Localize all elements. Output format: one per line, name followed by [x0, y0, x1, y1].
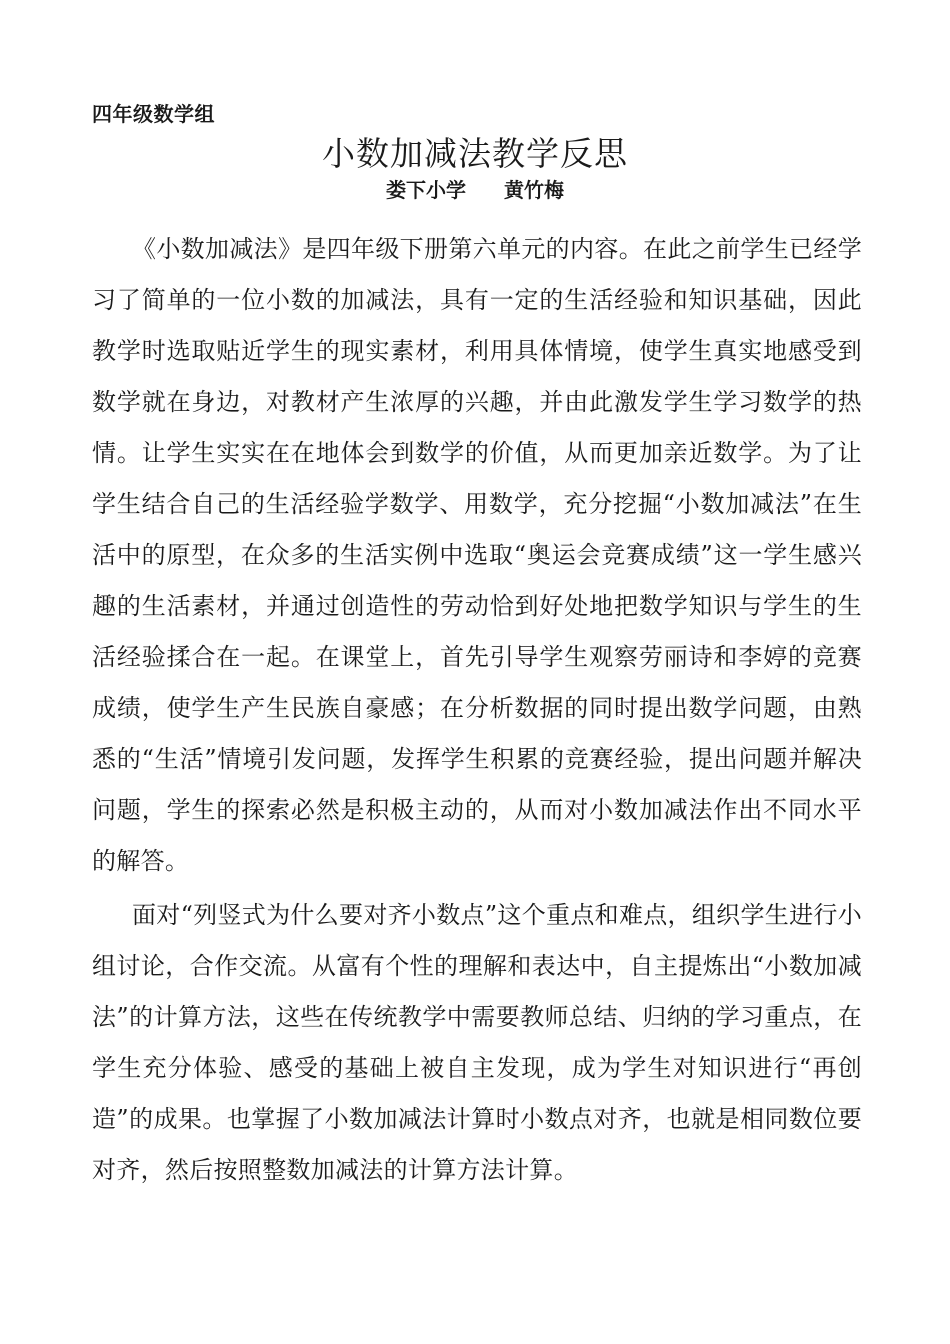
- author-name: 黄竹梅: [504, 178, 564, 202]
- byline: [0, 174, 950, 203]
- document-title: 小数加减法教学反思: [322, 134, 628, 173]
- body-paragraph: 《小数加减法》是四年级下册第六单元的内容。在此之前学生已经学习了简单的一位小数的加减法，具有一定的生活经验和知识基础，因此教学时选取贴近学生的现实素材，利用具体情境，使学生真实地感受到数学就在身边，对教材产生浓厚的兴趣，并由此激发学生学习数学的热情。让学生实实在在地体会到数学的价值，从而更加亲近数学。为了让学生结合自己的生活经验学数学、用数学，充分挖掘“小数加减法”在生活中的原型，在众多的生活实例中选取“奥运会竞赛成绩”这一学生感兴趣的生活素材，并通过创造性的劳动恰到好处地把数学知识与学生的生活经验揉合在一起。在课堂上，首先引导学生观察劳丽诗和李婷的竞赛成绩，使学生产生民族自豪感；在分析数据的同时提出数学问题，由熟悉的“生活”情境引发问题，发挥学生积累的竞赛经验，提出问题并解决问题，学生的探索必然是积极主动的，从而对小数加减法作出不同水平的解答。: [92, 235, 862, 875]
- group-label: 四年级数学组: [92, 102, 215, 126]
- school-name: 娄下小学: [386, 178, 466, 202]
- body-paragraph: 面对“列竖式为什么要对齐小数点”这个重点和难点，组织学生进行小组讨论，合作交流。从富有个性的理解和表达中，自主提炼出“小数加减法”的计算方法，这些在传统教学中需要教师总结、归纳的学习重点，在学生充分体验、感受的基础上被自主发现，成为学生对知识进行“再创造”的成果。也掌握了小数加减法计算时小数点对齐，也就是相同数位要对齐，然后按照整数加减法的计算方法计算。: [92, 901, 862, 1184]
